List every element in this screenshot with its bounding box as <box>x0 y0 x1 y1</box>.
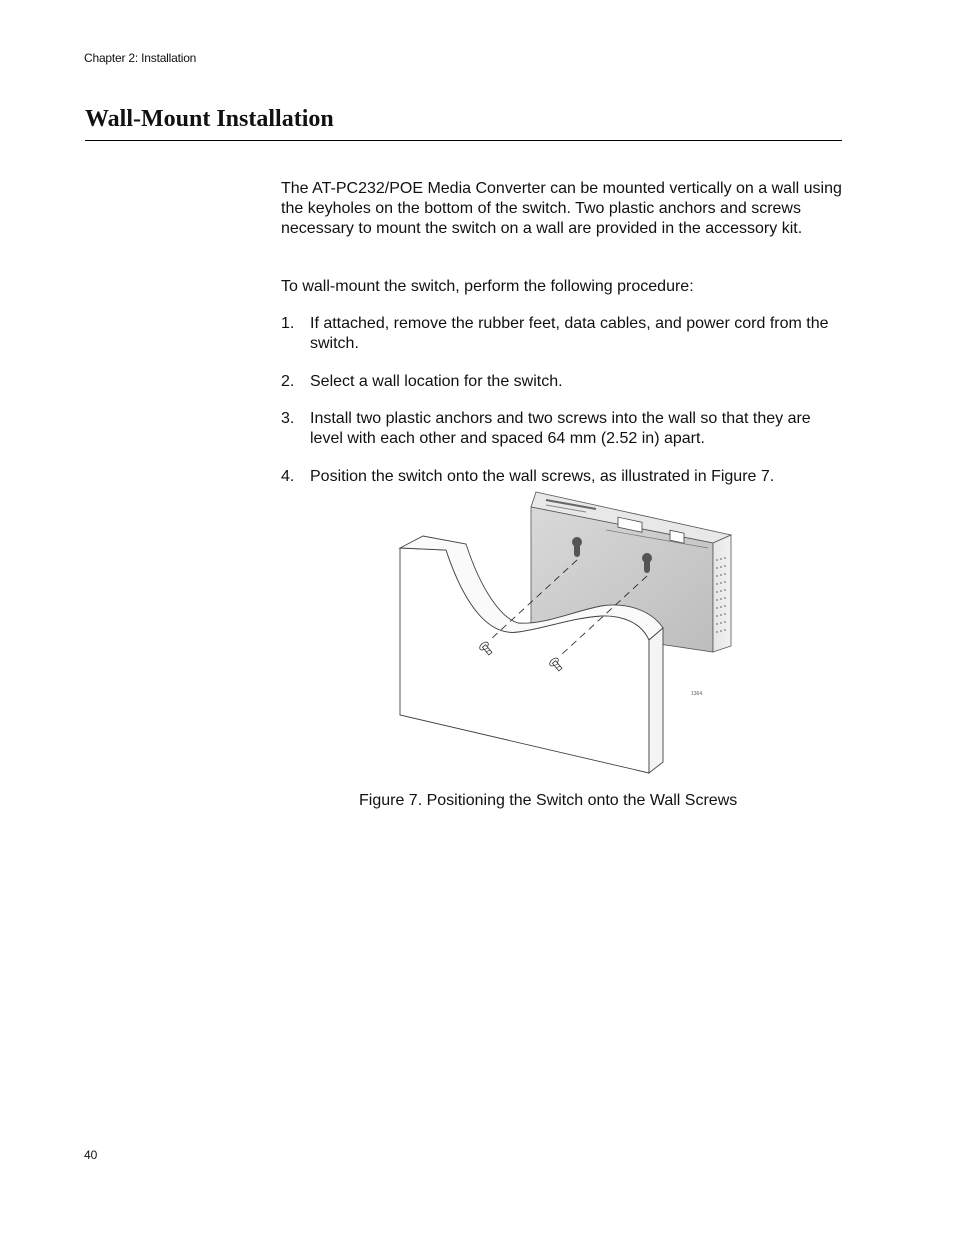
intro-paragraph: The AT-PC232/POE Media Converter can be mounted vertically on a wall using the keyholes on the bottom of the switch. Two plastic anchors and screws necessary to mount the switch on a wall are provided in the accessory kit. <box>281 180 842 237</box>
page-number: 40 <box>84 1148 98 1162</box>
step-text: Select a wall location for the switch. <box>310 373 563 390</box>
step-text: If attached, remove the rubber feet, data cables, and power cord from the switch. <box>310 315 829 352</box>
step-text: Install two plastic anchors and two screws into the wall so that they are level with each other and spaced 64 mm (2.52 in) apart. <box>310 410 811 447</box>
procedure-intro: To wall-mount the switch, perform the following procedure: <box>281 278 694 295</box>
step-number: 2. <box>281 373 295 390</box>
art-id: 1364 <box>691 691 703 697</box>
section-title: Wall-Mount Installation <box>85 106 334 132</box>
step-text: Position the switch onto the wall screws, as illustrated in Figure 7. <box>310 468 775 485</box>
step-number: 4. <box>281 468 295 485</box>
wall-mount-illustration <box>396 490 741 776</box>
figure-caption: Figure 7. Positioning the Switch onto the Wall Screws <box>359 792 738 809</box>
step-number: 3. <box>281 410 295 427</box>
running-header: Chapter 2: Installation <box>84 51 197 65</box>
step-number: 1. <box>281 315 295 332</box>
title-rule <box>85 140 842 141</box>
